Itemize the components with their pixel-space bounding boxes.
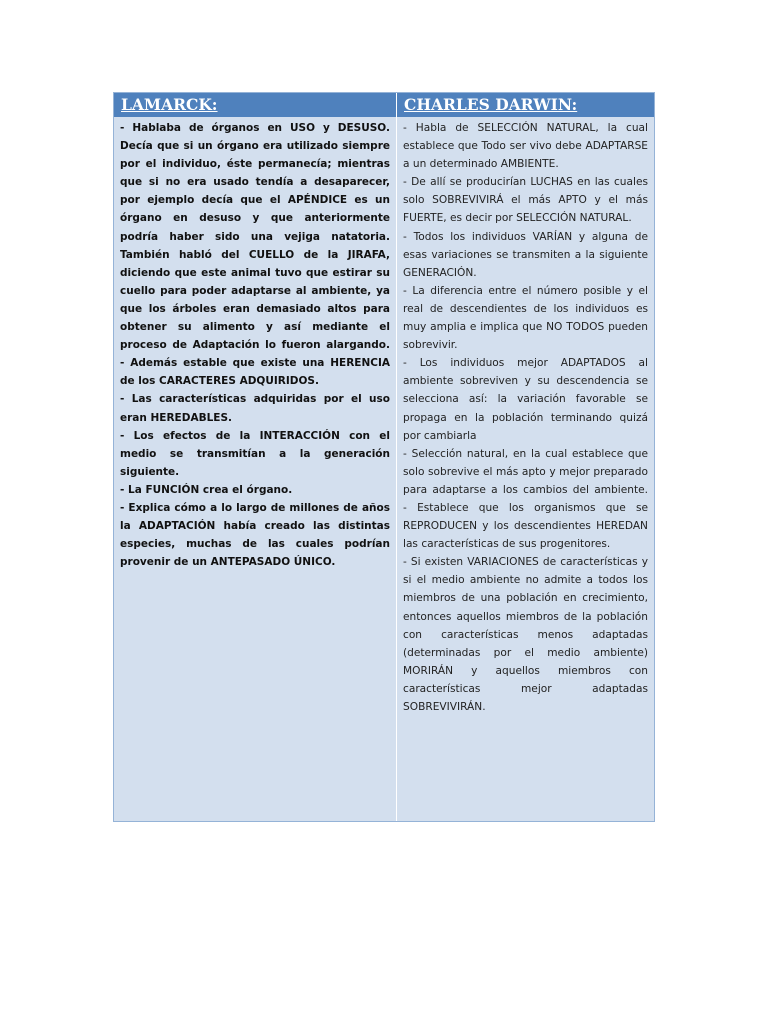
darwin-paragraph: - De allí se producirían LUCHAS en las cuales solo SOBREVIVIRÁ el más APTO y el más FUERTE, es decir por SELECCIÓN NATURAL. xyxy=(403,176,648,225)
lamarck-paragraph: - Los efectos de la INTERACCIÓN con el medio se transmitían a la generación siguiente. xyxy=(120,429,390,478)
comparison-table xyxy=(113,92,655,822)
lamarck-paragraph: - Las características adquiridas por el uso eran HEREDABLES. xyxy=(120,393,390,424)
darwin-paragraph: - Selección natural, en la cual establece que solo sobrevive el más apto y mejor preparado para adaptarse a los cambios del ambiente. xyxy=(403,447,648,496)
lamarck-paragraph: - Además estable que existe una HERENCIA de los CARACTERES ADQUIRIDOS. xyxy=(120,357,390,388)
lamarck-paragraph: - Hablaba de órganos en USO y DESUSO. Decía que si un órgano era utilizado siempre por el individuo, éste permanecía; mientras que si no era usado tendía a desaparecer, por ejemplo decía que el APÉNDICE es un órgano en desuso y que anteriormente podría haber sido una vejiga natatoria. También habló del CUELLO de la JIRAFA, diciendo que este animal tuvo que estirar su cuello para poder adaptarse al ambiente, ya que los árboles eran demasiado altos para obtener su alimento y así mediante el proceso de Adaptación lo fueron alargando. xyxy=(120,122,390,352)
darwin-paragraph: - Todos los individuos VARÍAN y alguna de esas variaciones se transmiten a la siguiente GENERACIÓN. xyxy=(403,230,648,279)
lamarck-paragraph: - La FUNCIÓN crea el órgano. xyxy=(120,483,293,496)
darwin-cell xyxy=(397,117,654,821)
darwin-paragraph: - La diferencia entre el número posible y el real de descendientes de los individuos es muy amplia e implica que NO TODOS pueden sobrevivir. xyxy=(403,284,648,352)
header-lamarck: LAMARCK: xyxy=(114,93,397,117)
darwin-paragraph: - Establece que los organismos que se REPRODUCEN y los descendientes HEREDAN las características de sus progenitores. xyxy=(403,501,648,551)
table-header-row xyxy=(114,93,654,117)
lamarck-cell xyxy=(114,117,397,821)
header-darwin: CHARLES DARWIN: xyxy=(404,95,578,114)
table-body-row xyxy=(114,117,654,821)
lamarck-paragraph: - Explica cómo a lo largo de millones de años la ADAPTACIÓN había creado las distintas especies, muchas de las cuales podrían provenir de un ANTEPASADO ÚNICO. xyxy=(120,501,390,569)
darwin-paragraph: - Los individuos mejor ADAPTADOS al ambiente sobreviven y su descendencia se selecciona así: la variación favorable se propaga en la población terminando quizá por cambiarla xyxy=(403,357,648,442)
darwin-paragraph: - Si existen VARIACIONES de características y si el medio ambiente no admite a todos los miembros de una población en crecimiento, entonces aquellos miembros de la población con características menos adaptadas (determinadas por el medio ambiente) MORIRÁN y aquellos miembros con características mejor adaptadas SOBREVIVIRÁN. xyxy=(403,556,648,713)
darwin-paragraph: - Habla de SELECCIÓN NATURAL, la cual establece que Todo ser vivo debe ADAPTARSE a un determinado AMBIENTE. xyxy=(403,122,648,171)
